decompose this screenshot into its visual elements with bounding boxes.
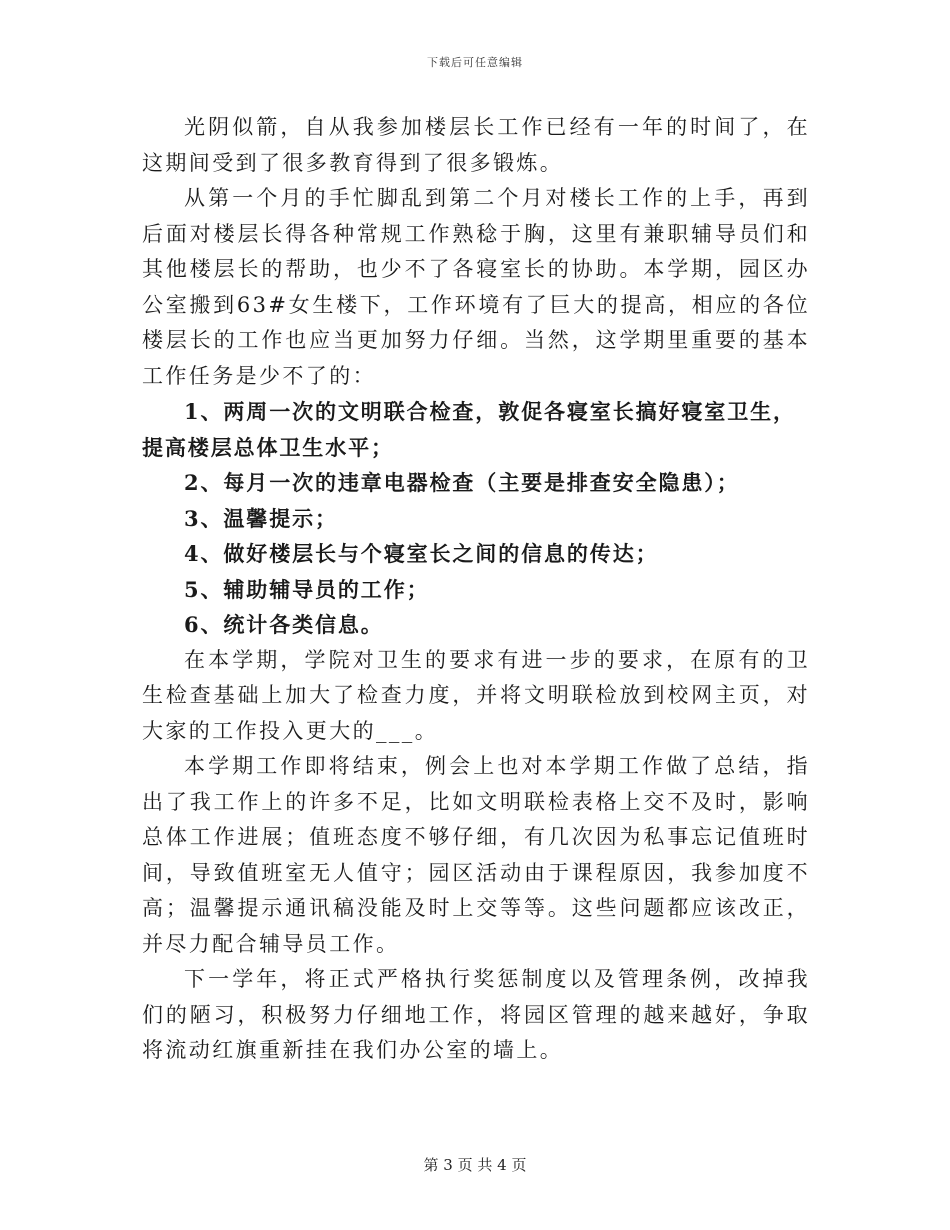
page-number: 第 3 页 共 4 页 — [423, 1156, 527, 1174]
page-header: 下载后可任意编辑 — [427, 56, 523, 69]
list-item: 5、辅助辅导员的工作； — [184, 576, 430, 602]
list-item: 6、统计各类信息。 — [184, 612, 384, 637]
paragraph-next-year: 下一学年，将正式严格执行奖惩制度以及管理条例，改掉我们的陋习，积极努力仔细地工作，将园区管理的越来越好，争取将流动红旗重新挂在我们办公室的墙上。 — [142, 967, 810, 1062]
task-list — [142, 394, 810, 643]
paragraph-hygiene: 在本学期，学院对卫生的要求有进一步的要求，在原有的卫生检查基础上加大了检查力度，并将文明联检放到校网主页，对大家的工作投入更大的___。 — [142, 647, 810, 743]
document-body — [142, 110, 810, 1069]
paragraph-intro: 光阴似箭，自从我参加楼层长工作已经有一年的时间了，在这期间受到了很多教育得到了很多锻炼。 — [142, 115, 810, 175]
paragraph-work-summary: 从第一个月的手忙脚乱到第二个月对楼长工作的上手，再到后面对楼层长得各种常规工作熟稔于胸，这里有兼职辅导员们和其他楼层长的帮助，也少不了各寝室长的协助。本学期，园区办公室搬到63#女生楼下，工作环境有了巨大的提高，相应的各位楼层长的工作也应当更加努力仔细。当然，这学期里重要的基本工作任务是少不了的： — [142, 186, 810, 388]
list-item: 4、做好楼层长与个寝室长之间的信息的传达； — [184, 541, 659, 566]
list-item: 3、温馨提示； — [184, 505, 338, 531]
list-item: 1、两周一次的文明联合检查，敦促各寝室长搞好寝室卫生，提高楼层总体卫生水平； — [142, 399, 796, 460]
paragraph-shortcomings: 本学期工作即将结束，例会上也对本学期工作做了总结，指出了我工作上的许多不足，比如文明联检表格上交不及时，影响总体工作进展；值班态度不够仔细，有几次因为私事忘记值班时间，导致值班室无人值守；园区活动由于课程原因，我参加度不高；温馨提示通讯稿没能及时上交等等。这些问题都应该改正，并尽力配合辅导员工作。 — [142, 754, 810, 956]
list-item: 2、每月一次的违章电器检查（主要是排查安全隐患）； — [184, 470, 740, 495]
